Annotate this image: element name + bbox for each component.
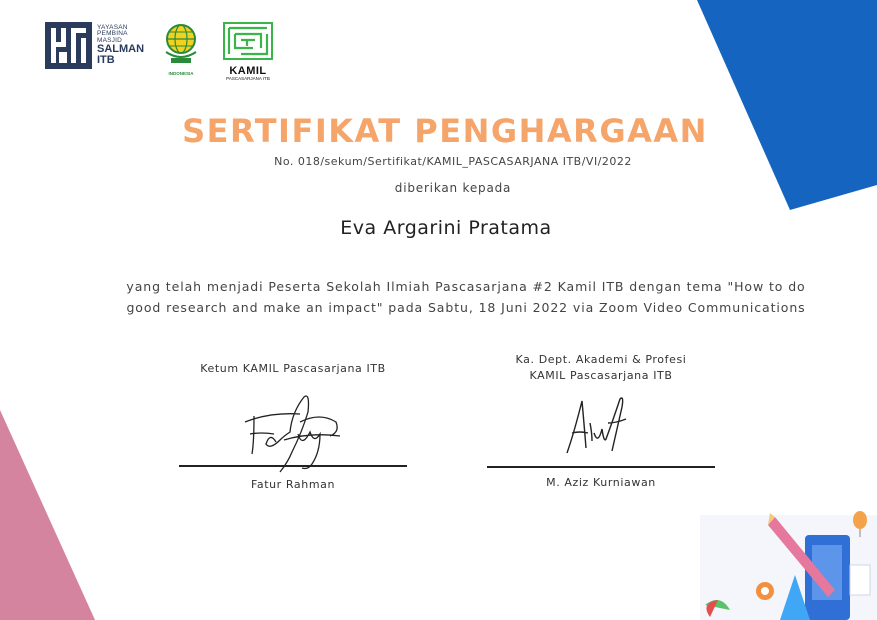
pink-corner-shape [0, 410, 95, 620]
kamil-title: KAMIL [229, 65, 267, 77]
signatory-right-name: M. Aziz Kurniawan [546, 476, 656, 489]
kamil-logo [221, 22, 275, 82]
certificate-description [100, 276, 832, 318]
education-illustration [700, 505, 877, 620]
globe-logo [162, 22, 200, 77]
certificate-number: No. 018/sekum/Sertifikat/KAMIL_PASCASARJANA ITB/VI/2022 [274, 155, 632, 168]
salman-logo [45, 22, 144, 69]
signatory-left-name: Fatur Rahman [250, 478, 336, 491]
signatory-right-role [487, 352, 715, 384]
salman-text-1: YAYASAN [97, 23, 128, 31]
signature-line-left [179, 465, 407, 467]
salman-text-4: SALMAN [97, 43, 145, 56]
signature-line-right [487, 466, 715, 468]
recipient-name: Eva Argarini Pratama [340, 217, 552, 239]
kamil-maze-icon [223, 22, 273, 60]
salman-text-5: ITB [97, 54, 115, 67]
globe-icon [162, 22, 200, 68]
salman-text-2: PEMBINA [97, 30, 128, 38]
signatory-left-role [179, 361, 407, 377]
description-line-2: good research and make an impact" pada Sabtu, 18 Juni 2022 via Zoom Video Communications [126, 300, 806, 315]
signature-right [562, 393, 642, 458]
logo-row [45, 22, 270, 81]
signatory-right-role-line1: Ka. Dept. Akademi & Profesi [515, 353, 687, 366]
salman-mark-icon [45, 22, 92, 69]
signatory-right-role-line2: KAMIL Pascasarjana ITB [529, 369, 673, 382]
salman-text-3: MASJID [97, 36, 123, 44]
signatory-left-role-line1: Ketum KAMIL Pascasarjana ITB [200, 362, 386, 375]
kamil-subtitle: PASCASARJANA ITB [226, 76, 270, 81]
description-line-1: yang telah menjadi Peserta Sekolah Ilmiah Pascasarjana #2 Kamil ITB dengan tema "How to do [126, 279, 806, 294]
globe-caption: INDONESIA [168, 71, 194, 76]
certificate-title: SERTIFIKAT PENGHARGAAN [182, 112, 708, 150]
given-to-label: diberikan kepada [394, 181, 512, 195]
